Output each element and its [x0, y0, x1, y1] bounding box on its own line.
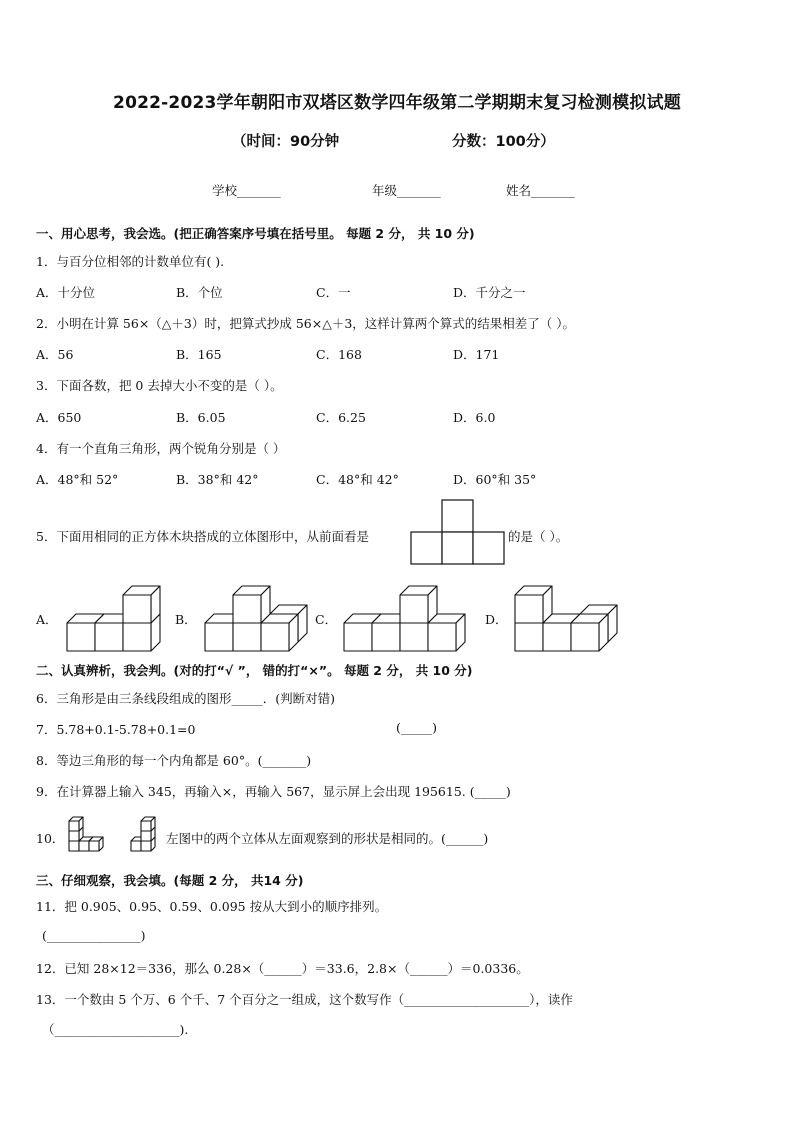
cube-face	[372, 623, 400, 651]
cube-face	[205, 623, 233, 651]
question-13: 13．一个数由 5 个万、6 个千、7 个百分之一组成，这个数写作（____________________），读作	[36, 992, 573, 1007]
cube-face	[400, 623, 428, 651]
cube-face	[515, 623, 543, 651]
cube-face	[543, 623, 571, 651]
cube-face	[79, 841, 89, 851]
cube-face	[261, 623, 289, 651]
q4-option-d[interactable]: D．60°和 35°	[453, 472, 537, 487]
question-5-text-end: 的是（ ）。	[508, 529, 569, 544]
q3-option-b[interactable]: B．6.05	[176, 410, 226, 425]
cube-face	[515, 595, 543, 623]
q3-option-a[interactable]: A．650	[36, 410, 82, 425]
front-view-figure	[410, 499, 506, 565]
cube-face	[131, 841, 141, 851]
cube-face	[95, 623, 123, 651]
section-2-heading: 二、认真辨析，我会判。(对的打“√ ”， 错的打“×”。 每题 2 分， 共 10 分)	[36, 663, 473, 678]
cube-face	[69, 821, 79, 831]
cube-face	[233, 595, 261, 623]
q2-option-a[interactable]: A．56	[36, 347, 74, 362]
question-11-blank[interactable]: (_______________)	[42, 928, 146, 943]
q5-figure-b[interactable]	[204, 578, 314, 654]
q5-option-d[interactable]: D．	[485, 612, 508, 627]
page-title: 2022-2023学年朝阳市双塔区数学四年级第二学期期末复习检测模拟试题	[113, 93, 681, 113]
cube-face	[344, 623, 372, 651]
cube-face	[141, 841, 151, 851]
question-4: 4．有一个直角三角形，两个锐角分别是（ ）	[36, 441, 286, 456]
section-1-heading: 一、用心思考，我会选。(把正确答案序号填在括号里。 每题 2 分， 共 10 分)	[36, 226, 475, 241]
cube-face	[123, 595, 151, 623]
question-1: 1．与百分位相邻的计数单位有( ).	[36, 254, 225, 269]
cube-face	[69, 841, 79, 851]
cube-face	[67, 623, 95, 651]
q1-option-d[interactable]: D．千分之一	[453, 285, 526, 300]
question-5-text: 5．下面用相同的正方体木块搭成的立体图形中，从前面看是	[36, 529, 369, 544]
cube-face	[571, 623, 599, 651]
q4-option-a[interactable]: A．48°和 52°	[36, 472, 119, 487]
question-7: 7．5.78+0.1-5.78+0.1=0	[36, 722, 196, 737]
question-11: 11．把 0.905、0.95、0.59、0.095 按从大到小的顺序排列。	[36, 899, 388, 914]
question-13-answer-line[interactable]: （____________________).	[42, 1022, 189, 1037]
q10-figure-right	[130, 816, 166, 852]
q5-option-b[interactable]: B．	[175, 612, 197, 627]
q10-figure-left	[68, 816, 112, 852]
question-12: 12．已知 28×12＝336，那么 0.28×（______）＝33.6，2.8×（______）＝0.0336。	[36, 961, 529, 976]
question-9: 9．在计算器上输入 345，再输入×，再输入 567，显示屏上会出现 195615. (_____)	[36, 784, 511, 799]
q2-option-c[interactable]: C．168	[316, 347, 362, 362]
grade-field[interactable]: 年级_______	[372, 183, 441, 198]
question-7-blank[interactable]: (_____)	[396, 720, 438, 735]
exam-score: 分数：100分）	[452, 134, 555, 150]
cube-face	[400, 595, 428, 623]
question-3: 3．下面各数，把 0 去掉大小不变的是（ ）。	[36, 378, 283, 393]
q2-option-b[interactable]: B．165	[176, 347, 222, 362]
q1-option-a[interactable]: A．十分位	[36, 285, 96, 300]
q1-option-b[interactable]: B．个位	[176, 285, 223, 300]
q4-option-b[interactable]: B．38°和 42°	[176, 472, 259, 487]
cube-face	[141, 821, 151, 831]
q5-option-c[interactable]: C．	[315, 612, 338, 627]
question-8: 8．等边三角形的每一个内角都是 60°。(_______)	[36, 753, 312, 768]
cube-face	[69, 831, 79, 841]
cube-face	[123, 623, 151, 651]
q5-figure-c[interactable]	[343, 578, 473, 654]
school-field[interactable]: 学校_______	[212, 183, 281, 198]
q5-figure-d[interactable]	[514, 578, 624, 654]
q4-option-c[interactable]: C．48°和 42°	[316, 472, 399, 487]
q5-figure-a[interactable]	[66, 578, 176, 654]
q2-option-d[interactable]: D．171	[453, 347, 500, 362]
question-10-number: 10．	[36, 831, 65, 846]
q5-option-a[interactable]: A．	[36, 612, 58, 627]
cube-face	[233, 623, 261, 651]
section-3-heading: 三、仔细观察，我会填。(每题 2 分， 共14 分)	[36, 873, 304, 888]
question-10: 左图中的两个立体从左面观察到的形状是相同的。(______)	[166, 831, 489, 846]
q3-option-c[interactable]: C．6.25	[316, 410, 366, 425]
question-6: 6．三角形是由三条线段组成的图形_____．(判断对错)	[36, 691, 335, 706]
cube-face	[428, 623, 456, 651]
q3-option-d[interactable]: D．6.0	[453, 410, 496, 425]
q1-option-c[interactable]: C．一	[316, 285, 351, 300]
cube-face	[89, 841, 99, 851]
exam-time: （时间：90分钟	[232, 134, 340, 150]
cube-face	[141, 831, 151, 841]
question-2: 2．小明在计算 56×（△＋3）时，把算式抄成 56×△＋3，这样计算两个算式的结果相差了（ ）。	[36, 316, 576, 331]
name-field[interactable]: 姓名_______	[506, 183, 575, 198]
